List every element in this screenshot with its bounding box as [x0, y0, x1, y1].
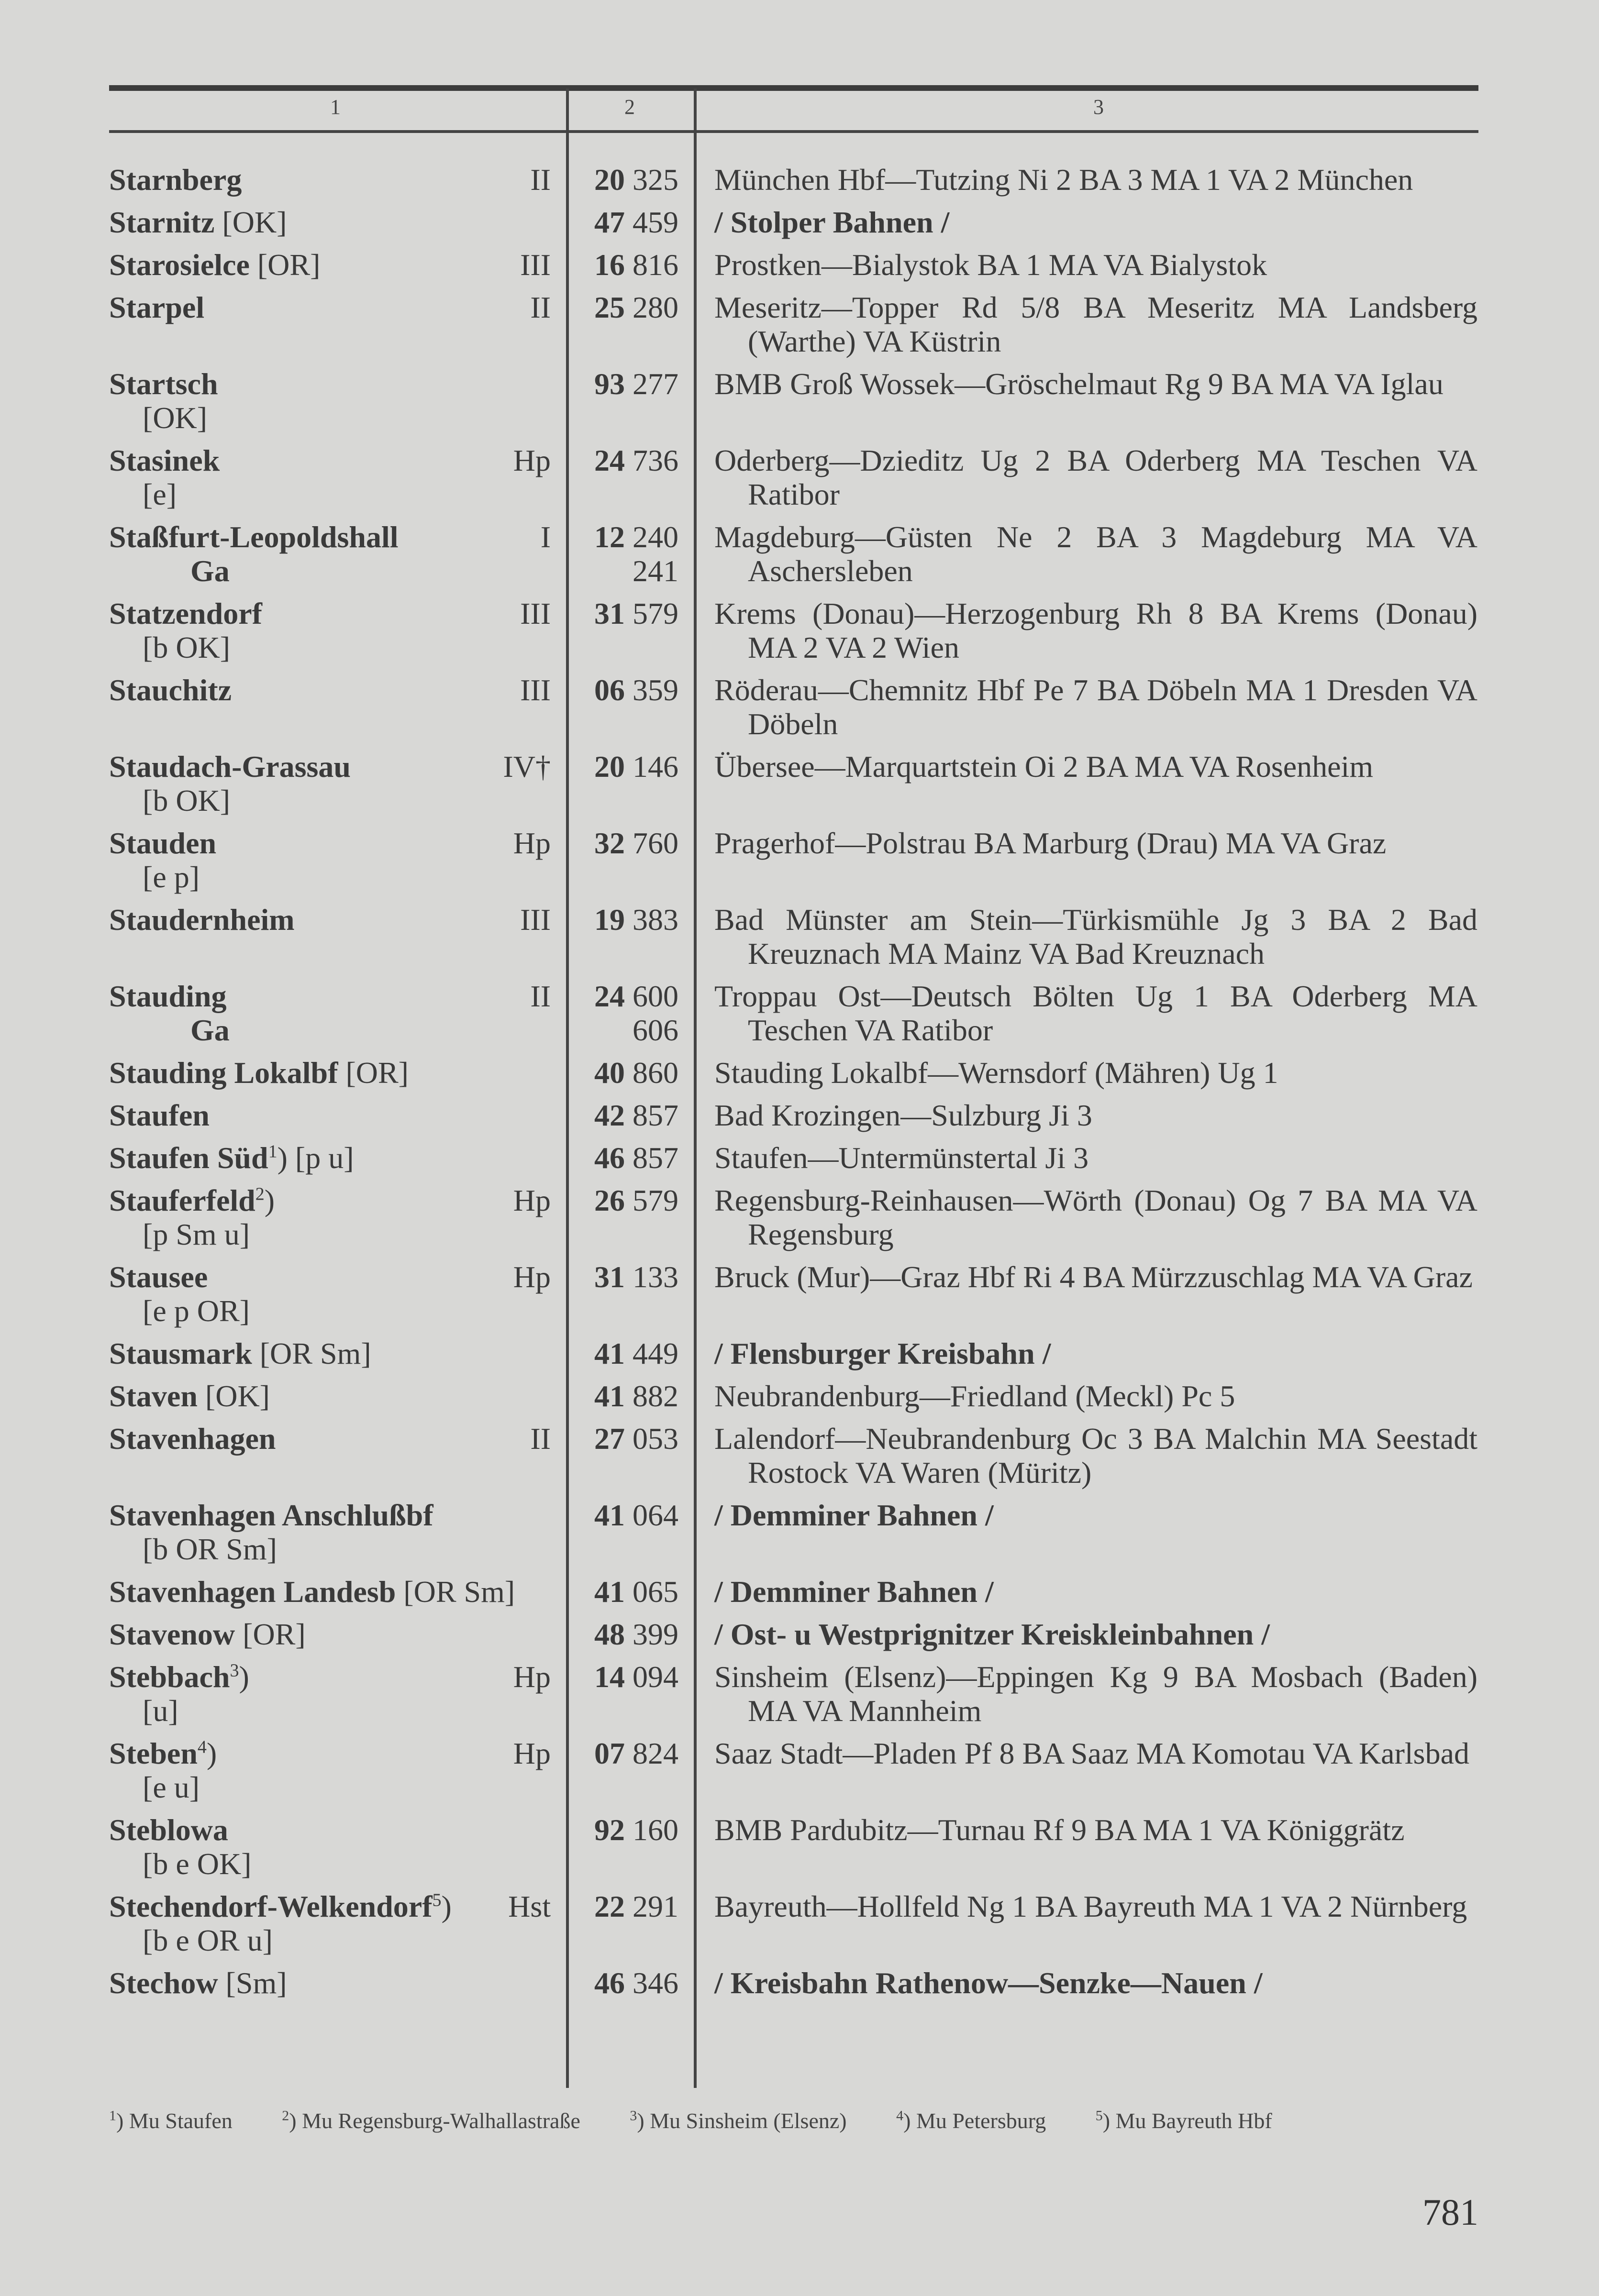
- station-number-prefix: 40: [594, 1056, 625, 1090]
- footnote: $^2$) Mu Regensburg-Walhallastraße: [282, 2108, 580, 2133]
- footnote-mark: 1: [109, 2108, 116, 2124]
- station-tag: [b OR Sm]: [143, 1532, 277, 1566]
- station-number-prefix: 19: [594, 903, 625, 937]
- table-row: [109, 903, 1478, 979]
- station-number: [568, 1498, 693, 1532]
- station-cell: [109, 1056, 556, 1090]
- station-name: Starnitz: [109, 205, 215, 239]
- top-rule: [109, 85, 1478, 91]
- station-name: Stebbach: [109, 1660, 230, 1694]
- header-rule: [109, 130, 1478, 133]
- station-tag: [e p OR]: [143, 1294, 250, 1328]
- table-row: [109, 1889, 1478, 1966]
- station-number-prefix: 25: [594, 290, 625, 324]
- table-row: [109, 1660, 1478, 1736]
- station-number: [568, 1660, 693, 1694]
- station-number: [568, 163, 693, 197]
- table-row: [109, 1966, 1478, 2009]
- station-cell: [109, 163, 556, 197]
- station-number: [568, 1889, 693, 1923]
- station-cell: [109, 1422, 556, 1456]
- station-tag: [Sm]: [225, 1966, 287, 2000]
- station-class: Hp: [513, 826, 551, 860]
- station-name: Startsch: [109, 367, 218, 401]
- station-tag: [OR Sm]: [259, 1336, 371, 1370]
- station-number-value: 053: [625, 1422, 678, 1456]
- station-number-prefix: 22: [594, 1889, 625, 1923]
- station-name: Stauchitz: [109, 673, 232, 707]
- station-number-value: 291: [625, 1889, 678, 1923]
- station-name: Starosielce: [109, 248, 250, 282]
- station-name: Stauferfeld: [109, 1183, 255, 1217]
- station-number-value: 579: [625, 1183, 678, 1217]
- station-class: Hp: [513, 1660, 551, 1694]
- station-number-value: 325: [625, 163, 678, 197]
- station-tag: [b OK]: [143, 630, 231, 664]
- table-row: [109, 1498, 1478, 1575]
- station-number-value: 383: [625, 903, 678, 937]
- station-tag: [p Sm u]: [143, 1217, 250, 1251]
- station-tag: [b e OK]: [143, 1847, 252, 1881]
- route-description: Bad Münster am Stein—Türkismühle Jg 3 BA 2 Bad Kreuznach MA Mainz VA Bad Kreuznach: [714, 903, 1477, 971]
- station-number: [568, 205, 693, 239]
- station-cell: [109, 1336, 556, 1370]
- station-number-value: 146: [625, 750, 678, 784]
- station-cell: Staufen Süd$^1$) [p u]: [109, 1141, 354, 1175]
- footnote: $^1$) Mu Staufen: [109, 2108, 233, 2133]
- route-description: BMB Pardubitz—Turnau Rf 9 BA MA 1 VA Königgrätz: [714, 1813, 1405, 1847]
- station-cell: [109, 1575, 556, 1609]
- station-cell: [109, 205, 556, 239]
- table-row: [109, 1260, 1478, 1336]
- station-number: [568, 290, 693, 324]
- station-cell: [109, 826, 556, 894]
- page-number: 781: [1422, 2191, 1478, 2233]
- station-cell: [109, 979, 556, 1047]
- footnote-ref: 5: [432, 1890, 442, 1910]
- station-number-prefix: 46: [594, 1141, 625, 1175]
- route-description: Troppau Ost—Deutsch Bölten Ug 1 BA Oderberg MA Teschen VA Ratibor: [714, 979, 1477, 1047]
- station-name: Staßfurt-Leopoldshall: [109, 520, 399, 554]
- station-class: I: [540, 520, 551, 554]
- table-row: [109, 1422, 1478, 1498]
- station-class: II: [530, 290, 551, 324]
- station-name: Stavenow: [109, 1617, 235, 1651]
- route-description: Prostken—Bialystok BA 1 MA VA Bialystok: [714, 248, 1267, 282]
- station-number-prefix: 07: [594, 1736, 625, 1770]
- station-cell: [109, 1098, 556, 1132]
- table-row: [109, 205, 1478, 248]
- footnote-text: Mu Regensburg-Walhallastraße: [302, 2108, 580, 2133]
- footnote-ref: 4: [197, 1737, 207, 1757]
- station-number-prefix: 41: [594, 1379, 625, 1413]
- station-tag: [OR Sm]: [403, 1575, 515, 1609]
- station-cell: [109, 1617, 556, 1651]
- footnote: $^4$) Mu Petersburg: [896, 2108, 1046, 2133]
- station-name: Steblowa: [109, 1813, 228, 1847]
- route-description: Übersee—Marquartstein Oi 2 BA MA VA Rosenheim: [714, 750, 1374, 784]
- station-number-value: 579: [625, 596, 678, 630]
- goods-station-number: 241: [633, 554, 678, 588]
- station-number: [568, 750, 693, 784]
- station-number: [568, 367, 693, 401]
- route-description: Röderau—Chemnitz Hbf Pe 7 BA Döbeln MA 1 Dresden VA Döbeln: [714, 673, 1477, 741]
- footnote-text: Mu Sinsheim (Elsenz): [650, 2108, 847, 2133]
- station-class: II: [530, 979, 551, 1013]
- station-cell: [109, 1498, 556, 1566]
- station-number-prefix: 41: [594, 1498, 625, 1532]
- station-name: Stauding Lokalbf: [109, 1056, 338, 1090]
- station-cell: [109, 1813, 556, 1881]
- table-row: [109, 826, 1478, 903]
- station-number-value: 824: [625, 1736, 678, 1770]
- station-class: IV†: [503, 750, 551, 784]
- station-number-prefix: 41: [594, 1575, 625, 1609]
- route-description: / Demminer Bahnen /: [714, 1575, 994, 1609]
- station-number: [568, 673, 693, 707]
- station-class: II: [530, 163, 551, 197]
- station-number-prefix: 92: [594, 1813, 625, 1847]
- station-number-value: 600: [625, 979, 678, 1013]
- station-number: [568, 1422, 693, 1456]
- station-number: [568, 903, 693, 937]
- table-row: [109, 290, 1478, 367]
- station-tag: [e u]: [143, 1770, 200, 1804]
- route-description: Saaz Stadt—Pladen Pf 8 BA Saaz MA Komotau VA Karlsbad: [714, 1736, 1469, 1770]
- station-cell: [109, 673, 556, 707]
- station-number-value: 346: [625, 1966, 678, 2000]
- route-description: München Hbf—Tutzing Ni 2 BA 3 MA 1 VA 2 München: [714, 163, 1413, 197]
- station-number: [568, 1098, 693, 1132]
- station-name: Statzendorf: [109, 596, 262, 630]
- station-number-value: 277: [625, 367, 678, 401]
- station-name: Stausmark: [109, 1336, 252, 1370]
- station-number-prefix: 46: [594, 1966, 625, 2000]
- station-name: Stauden: [109, 826, 217, 860]
- station-number-value: 240: [625, 520, 678, 554]
- station-name: Staufen Süd: [109, 1141, 268, 1175]
- route-description: / Demminer Bahnen /: [714, 1498, 994, 1532]
- station-number-value: 160: [625, 1813, 678, 1847]
- goods-station-number: 606: [633, 1013, 678, 1047]
- station-number-prefix: 24: [594, 979, 625, 1013]
- station-name: Stausee: [109, 1260, 208, 1294]
- station-cell: Stauferfeld$^2$) [p Sm u] Hp: [109, 1183, 556, 1251]
- table-row: [109, 673, 1478, 750]
- footnote-mark: 5: [1095, 2108, 1103, 2124]
- station-name: Stavenhagen Landesb: [109, 1575, 396, 1609]
- station-number-prefix: 31: [594, 596, 625, 630]
- station-tag: [p u]: [295, 1141, 354, 1175]
- station-cell: [109, 750, 556, 817]
- table-row: [109, 520, 1478, 596]
- station-number: [568, 1141, 693, 1175]
- station-class: Hp: [513, 1260, 551, 1294]
- station-number: [568, 979, 693, 1047]
- station-number-value: 449: [625, 1336, 678, 1370]
- station-tag: [b e OR u]: [143, 1923, 273, 1957]
- table-row: [109, 979, 1478, 1056]
- table-row: [109, 1141, 1478, 1183]
- station-name: Stechow: [109, 1966, 218, 2000]
- station-number: [568, 1617, 693, 1651]
- station-name: Starnberg: [109, 163, 242, 197]
- route-description: Magdeburg—Güsten Ne 2 BA 3 Magdeburg MA VA Aschersleben: [714, 520, 1477, 588]
- station-table: [109, 163, 1478, 2009]
- station-number-prefix: 20: [594, 163, 625, 197]
- station-class: Hst: [508, 1889, 551, 1923]
- station-name: Staudach-Grassau: [109, 750, 351, 784]
- station-tag: [e p]: [143, 860, 200, 894]
- station-class: Hp: [513, 443, 551, 477]
- station-number-value: 094: [625, 1660, 678, 1694]
- station-cell: [109, 596, 556, 664]
- route-description: Pragerhof—Polstrau BA Marburg (Drau) MA VA Graz: [714, 826, 1387, 860]
- route-description: Stauding Lokalbf—Wernsdorf (Mähren) Ug 1: [714, 1056, 1278, 1090]
- footnote-text: Mu Bayreuth Hbf: [1115, 2108, 1272, 2133]
- footnote-text: Mu Petersburg: [916, 2108, 1046, 2133]
- station-number-prefix: 42: [594, 1098, 625, 1132]
- footnotes: [109, 2102, 1478, 2135]
- table-row: [109, 1098, 1478, 1141]
- station-name: Stechendorf-Welkendorf: [109, 1889, 433, 1923]
- station-cell: [109, 443, 556, 511]
- route-description: Bad Krozingen—Sulzburg Ji 3: [714, 1098, 1092, 1132]
- station-class: III: [520, 596, 551, 630]
- station-number: [568, 1575, 693, 1609]
- station-tag: [e]: [143, 477, 177, 511]
- station-number-value: 399: [625, 1617, 678, 1651]
- station-tag: [b OK]: [143, 784, 231, 817]
- route-description: Oderberg—Dzieditz Ug 2 BA Oderberg MA Teschen VA Ratibor: [714, 443, 1477, 511]
- table-row: [109, 1813, 1478, 1889]
- station-number-prefix: 32: [594, 826, 625, 860]
- station-name: Starpel: [109, 290, 205, 324]
- station-number-prefix: 31: [594, 1260, 625, 1294]
- goods-station-label: Ga: [190, 1013, 230, 1047]
- station-cell: Steben$^4$) [e u] Hp: [109, 1736, 556, 1804]
- station-number: [568, 248, 693, 282]
- station-number-prefix: 47: [594, 205, 625, 239]
- station-number-prefix: 20: [594, 750, 625, 784]
- station-tag: [OR]: [345, 1056, 409, 1090]
- table-row: [109, 750, 1478, 826]
- station-number-prefix: 27: [594, 1422, 625, 1456]
- station-number-value: 860: [625, 1056, 678, 1090]
- footnote: $^5$) Mu Bayreuth Hbf: [1095, 2108, 1272, 2133]
- column-header-1: 1: [330, 95, 341, 119]
- station-tag: [OR]: [243, 1617, 306, 1651]
- station-number-value: 857: [625, 1141, 678, 1175]
- station-number: [568, 826, 693, 860]
- station-number: [568, 1813, 693, 1847]
- station-number-prefix: 12: [594, 520, 625, 554]
- station-cell: Stechendorf-Welkendorf$^5$) [b e OR u] Hst: [109, 1889, 556, 1957]
- station-number: [568, 596, 693, 630]
- station-number: [568, 1260, 693, 1294]
- station-class: III: [520, 248, 551, 282]
- route-description: Neubrandenburg—Friedland (Meckl) Pc 5: [714, 1379, 1235, 1413]
- footnote-ref: 3: [230, 1660, 239, 1681]
- goods-station-label: Ga: [190, 554, 230, 588]
- station-cell: [109, 290, 556, 324]
- station-class: Hp: [513, 1736, 551, 1770]
- station-number-value: 065: [625, 1575, 678, 1609]
- station-number-value: 816: [625, 248, 678, 282]
- table-row: [109, 367, 1478, 443]
- station-cell: [109, 1379, 556, 1413]
- station-name: Stavenhagen: [109, 1422, 276, 1456]
- station-tag: [OK]: [222, 205, 287, 239]
- station-name: Staufen: [109, 1098, 210, 1132]
- footnote-text: Mu Staufen: [129, 2108, 233, 2133]
- route-description: / Flensburger Kreisbahn /: [714, 1336, 1051, 1370]
- table-row: [109, 596, 1478, 673]
- table-row: [109, 1379, 1478, 1422]
- station-name: Stavenhagen Anschlußbf: [109, 1498, 433, 1532]
- station-name: Stasinek: [109, 443, 220, 477]
- table-row: [109, 1056, 1478, 1098]
- station-cell: [109, 248, 556, 282]
- station-class: III: [520, 903, 551, 937]
- station-name: Staven: [109, 1379, 198, 1413]
- station-number-prefix: 93: [594, 367, 625, 401]
- station-number: [568, 1736, 693, 1770]
- table-row: [109, 1575, 1478, 1617]
- station-class: II: [530, 1422, 551, 1456]
- station-number-value: 459: [625, 205, 678, 239]
- station-number-value: 064: [625, 1498, 678, 1532]
- footnote-mark: 3: [630, 2108, 637, 2124]
- station-tag: [OK]: [205, 1379, 270, 1413]
- table-row: [109, 1336, 1478, 1379]
- station-number-value: 882: [625, 1379, 678, 1413]
- table-row: [109, 163, 1478, 205]
- station-number: [568, 1183, 693, 1217]
- station-number-prefix: 26: [594, 1183, 625, 1217]
- route-description: Sinsheim (Elsenz)—Eppingen Kg 9 BA Mosbach (Baden) MA VA Mannheim: [714, 1660, 1477, 1728]
- route-description: Staufen—Untermünstertal Ji 3: [714, 1141, 1089, 1175]
- table-row: [109, 248, 1478, 290]
- route-description: Bayreuth—Hollfeld Ng 1 BA Bayreuth MA 1 VA 2 Nürnberg: [714, 1889, 1467, 1923]
- station-number-prefix: 24: [594, 443, 625, 477]
- station-number-value: 133: [625, 1260, 678, 1294]
- station-name: Stauding: [109, 979, 227, 1013]
- station-number-value: 857: [625, 1098, 678, 1132]
- station-number-prefix: 41: [594, 1336, 625, 1370]
- route-description: Regensburg-Reinhausen—Wörth (Donau) Og 7 BA MA VA Regensburg: [714, 1183, 1477, 1251]
- station-class: Hp: [513, 1183, 551, 1217]
- table-row: [109, 1183, 1478, 1260]
- station-name: Steben: [109, 1736, 198, 1770]
- station-number-prefix: 14: [594, 1660, 625, 1694]
- table-row: [109, 1736, 1478, 1813]
- station-number: [568, 1379, 693, 1413]
- station-tag: [OK]: [143, 401, 208, 435]
- station-number: [568, 443, 693, 477]
- table-row: [109, 1617, 1478, 1660]
- footnote-mark: 4: [896, 2108, 904, 2124]
- station-class: III: [520, 673, 551, 707]
- station-cell: [109, 367, 556, 435]
- footnote-ref: 1: [268, 1141, 278, 1162]
- route-description: / Kreisbahn Rathenow—Senzke—Nauen /: [714, 1966, 1263, 2000]
- route-description: / Stolper Bahnen /: [714, 205, 950, 239]
- station-cell: [109, 1260, 556, 1328]
- station-number-value: 760: [625, 826, 678, 860]
- station-cell: [109, 903, 556, 937]
- station-number-prefix: 48: [594, 1617, 625, 1651]
- route-description: / Ost- u Westprignitzer Kreiskleinbahnen /: [714, 1617, 1270, 1651]
- footnote-mark: 2: [282, 2108, 289, 2124]
- station-number-prefix: 16: [594, 248, 625, 282]
- station-tag: [OR]: [257, 248, 321, 282]
- footnote: $^3$) Mu Sinsheim (Elsenz): [630, 2108, 847, 2133]
- station-name: Staudernheim: [109, 903, 295, 937]
- station-number: [568, 1056, 693, 1090]
- station-cell: [109, 520, 556, 588]
- route-description: Bruck (Mur)—Graz Hbf Ri 4 BA Mürzzuschlag MA VA Graz: [714, 1260, 1473, 1294]
- station-cell: [109, 1966, 556, 2000]
- column-header-3: 3: [1093, 95, 1104, 119]
- column-header-2: 2: [624, 95, 635, 119]
- route-description: Krems (Donau)—Herzogenburg Rh 8 BA Krems (Donau) MA 2 VA 2 Wien: [714, 596, 1477, 664]
- station-number-value: 359: [625, 673, 678, 707]
- footnote-ref: 2: [255, 1184, 265, 1204]
- route-description: Meseritz—Topper Rd 5/8 BA Meseritz MA Landsberg (Warthe) VA Küstrin: [714, 290, 1477, 358]
- station-number-value: 280: [625, 290, 678, 324]
- route-description: Lalendorf—Neubrandenburg Oc 3 BA Malchin MA Seestadt Rostock VA Waren (Müritz): [714, 1422, 1477, 1490]
- station-number: [568, 520, 693, 588]
- station-number: [568, 1336, 693, 1370]
- table-row: [109, 443, 1478, 520]
- station-number-prefix: 06: [594, 673, 625, 707]
- station-number: [568, 1966, 693, 2000]
- route-description: BMB Groß Wossek—Gröschelmaut Rg 9 BA MA VA Iglau: [714, 367, 1444, 401]
- station-tag: [u]: [143, 1694, 178, 1728]
- station-number-value: 736: [625, 443, 678, 477]
- station-cell: Stebbach$^3$) [u] Hp: [109, 1660, 556, 1728]
